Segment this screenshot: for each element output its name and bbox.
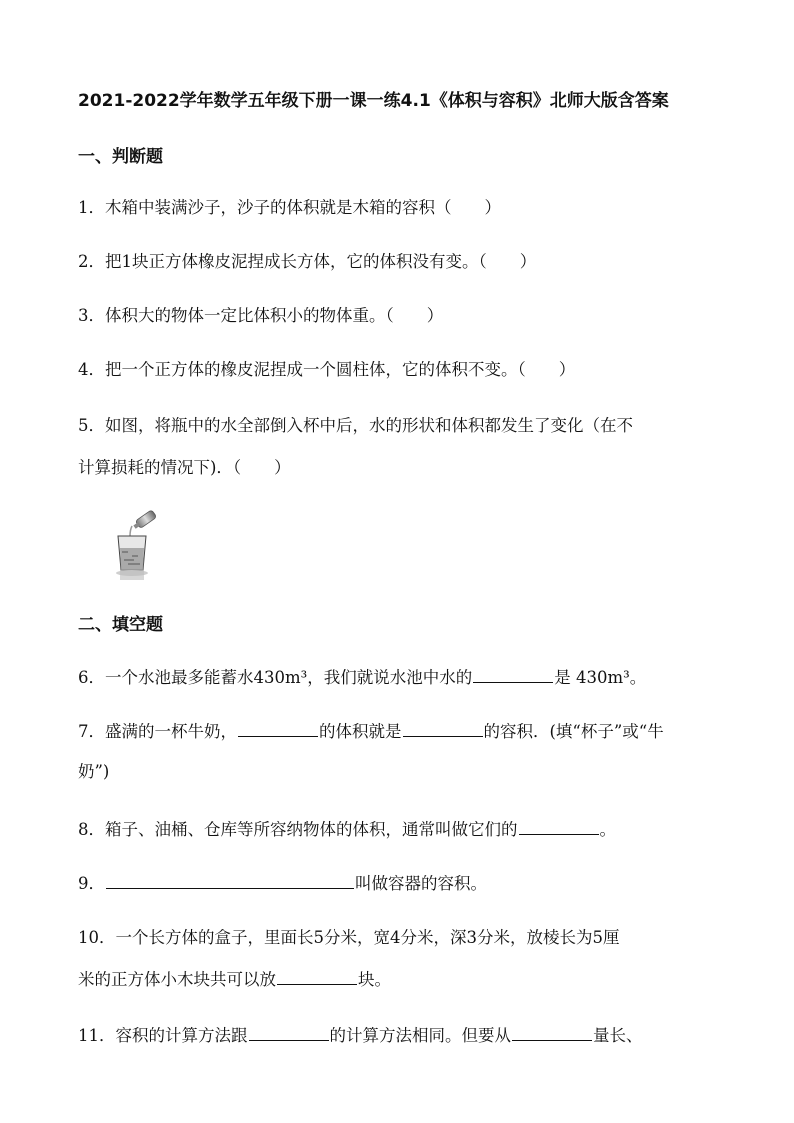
bottle-and-glass-figure xyxy=(108,508,164,584)
question-4: 4．把一个正方体的橡皮泥捏成一个圆柱体，它的体积不变。（ ） xyxy=(78,360,576,379)
answer-blank[interactable] xyxy=(403,718,483,737)
question-1: 1．木箱中装满沙子，沙子的体积就是木箱的容积（ ） xyxy=(78,198,501,217)
question-6 xyxy=(78,664,718,690)
question-6-text-a: 6．一个水池最多能蓄水430m³，我们就说水池中水的 xyxy=(78,668,473,687)
question-6-text-b: 是 430m³。 xyxy=(554,668,647,687)
question-7-text-b: 的体积就是 xyxy=(319,722,402,741)
question-7 xyxy=(78,718,718,744)
answer-blank[interactable] xyxy=(519,816,599,835)
question-5-line-2: 计算损耗的情况下)．（ ） xyxy=(78,458,291,477)
answer-blank[interactable] xyxy=(277,966,357,985)
question-8-text-b: 。 xyxy=(599,820,616,839)
question-3: 3．体积大的物体一定比体积小的物体重。（ ） xyxy=(78,306,444,325)
question-8 xyxy=(78,816,718,842)
question-2: 2．把1块正方体橡皮泥捏成长方体，它的体积没有变。（ ） xyxy=(78,252,537,271)
answer-blank[interactable] xyxy=(249,1022,329,1041)
question-5-line-1: 5．如图，将瓶中的水全部倒入杯中后，水的形状和体积都发生了变化（在不 xyxy=(78,416,633,435)
question-11-text-c: 量长、 xyxy=(593,1026,643,1045)
question-7-text-c: 的容积．(填“杯子”或“牛 xyxy=(483,722,664,741)
question-11-text-a: 11．容积的计算方法跟 xyxy=(78,1026,248,1045)
page-title: 2021-2022学年数学五年级下册一课一练4.1《体积与容积》北师大版含答案 xyxy=(78,91,669,111)
question-8-text-a: 8．箱子、油桶、仓库等所容纳物体的体积，通常叫做它们的 xyxy=(78,820,518,839)
question-9-text-b: 叫做容器的容积。 xyxy=(355,874,487,893)
section-heading-fill: 二、填空题 xyxy=(78,615,163,635)
question-10-text-a: 米的正方体小木块共可以放 xyxy=(78,970,276,989)
answer-blank[interactable] xyxy=(106,870,354,889)
question-9-text-a: 9． xyxy=(78,874,105,893)
answer-blank[interactable] xyxy=(238,718,318,737)
question-11 xyxy=(78,1022,718,1048)
answer-blank[interactable] xyxy=(473,664,553,683)
question-9 xyxy=(78,870,718,896)
section-heading-judge: 一、判断题 xyxy=(78,147,163,167)
question-7-line-2: 奶”) xyxy=(78,762,110,781)
question-10-line-1: 10．一个长方体的盒子，里面长5分米，宽4分米，深3分米，放棱长为5厘 xyxy=(78,928,620,947)
answer-blank[interactable] xyxy=(512,1022,592,1041)
question-10-line-2 xyxy=(78,966,718,992)
question-11-text-b: 的计算方法相同。但要从 xyxy=(329,1026,511,1045)
question-7-text-a: 7．盛满的一杯牛奶， xyxy=(78,722,237,741)
question-10-text-b: 块。 xyxy=(358,970,391,989)
